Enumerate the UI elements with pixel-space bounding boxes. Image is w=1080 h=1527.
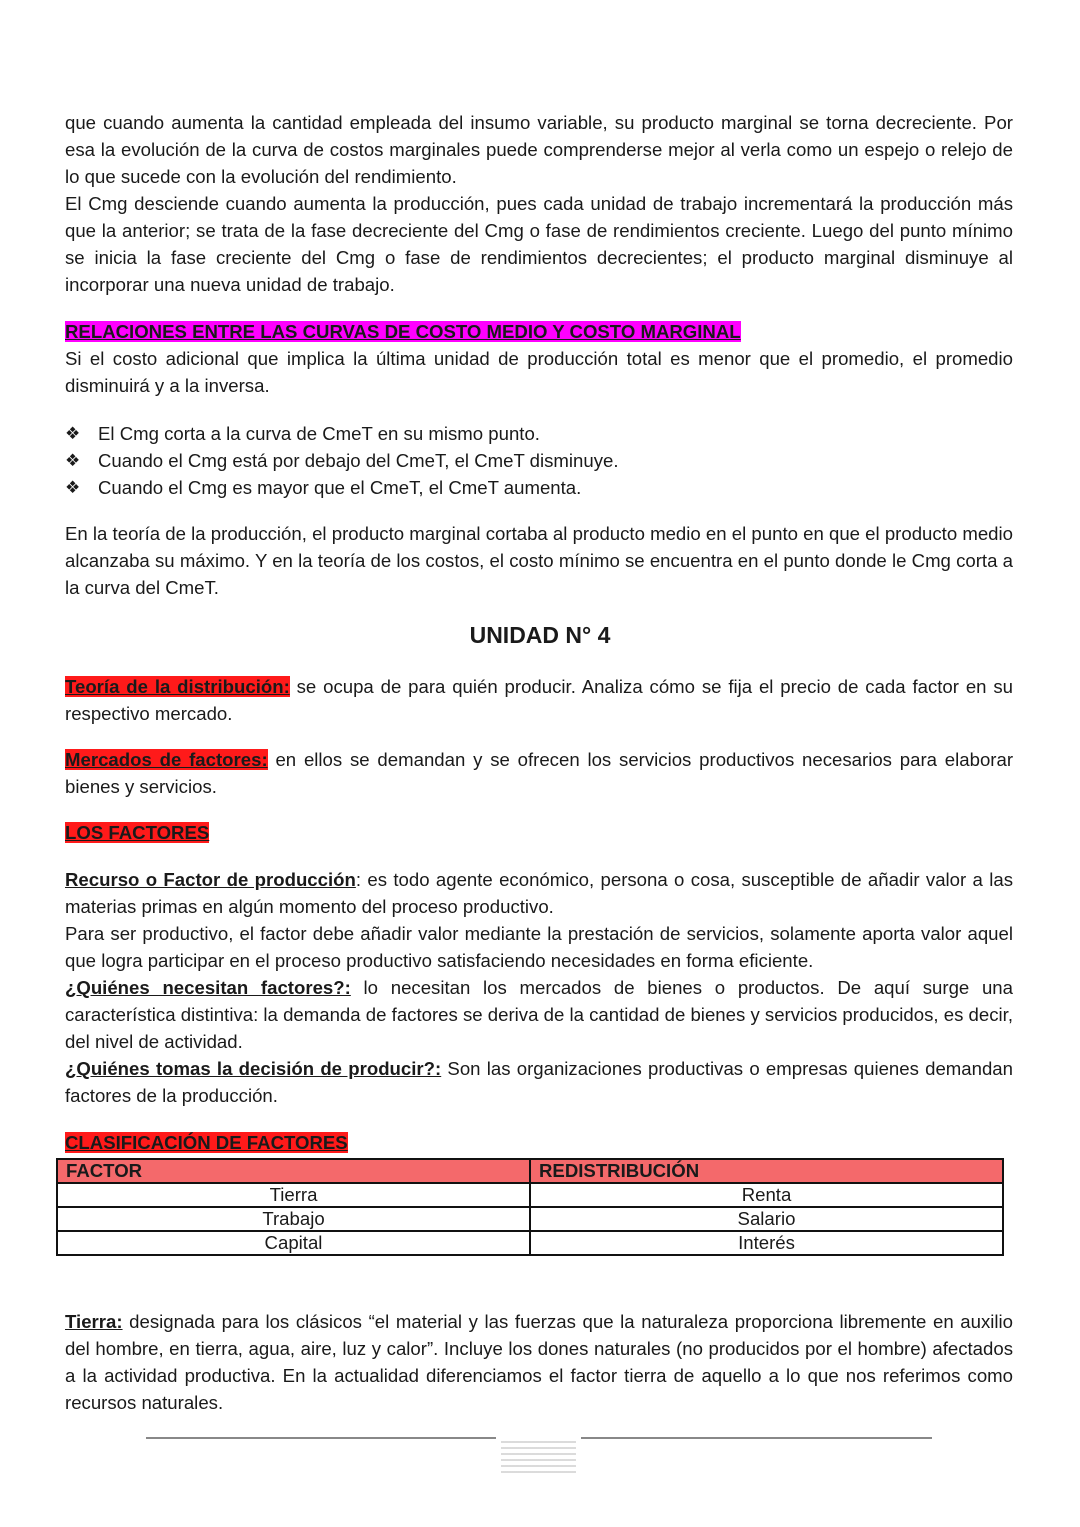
bullet-item xyxy=(65,420,1013,447)
recurso-text: : es todo agente económico, persona o cosa, susceptible de añadir valor a las materias primas en algún momento del proceso productivo. xyxy=(65,869,1013,917)
tierra-paragraph xyxy=(65,1308,1013,1416)
factor-cell: Tierra xyxy=(57,1183,530,1207)
quienes-toman-text: Son las organizaciones productivas o empresas quienes demandan factores de la producción. xyxy=(65,1058,1013,1106)
relaciones-closing: En la teoría de la producción, el producto marginal cortaba al producto medio en el punto en que el producto medio alcanzaba su máximo. Y en la teoría de los costos, el costo mínimo se encuentra en el punto donde le Cmg corta a la curva del CmeT. xyxy=(65,523,1013,598)
relaciones-bullets xyxy=(65,420,1013,501)
mercados-paragraph xyxy=(65,746,1013,800)
intro-paragraph: El Cmg desciende cuando aumenta la producción, pues cada unidad de trabajo incrementará la producción más que la anterior; se trata de la fase decreciente del Cmg o fase de rendimientos creciente. Luego del punto mínimo se inicia la fase creciente del Cmg o fase de rendimientos decrecientes; el producto marginal disminuye al incorporar una nueva unidad de trabajo. xyxy=(65,193,1013,295)
intro-section xyxy=(65,109,1013,298)
relaciones-section xyxy=(65,318,1013,399)
mercados-text: en ellos se demandan y se ofrecen los servicios productivos necesarios para elaborar bienes y servicios. xyxy=(65,749,1014,797)
factor-cell: Capital xyxy=(57,1231,530,1255)
table-header-row xyxy=(57,1159,1003,1183)
tierra-text: designada para los clásicos “el material y las fuerzas que la naturaleza proporciona libremente en auxilio del hombre, en tierra, agua, aire, luz y calor”. Incluye los dones naturales (no producidos por el hombre) afectados a la actividad productiva. En la actualidad diferenciamos el factor tierra de aquello a lo que nos referimos como recursos naturales. xyxy=(65,1311,1013,1413)
bullet-item xyxy=(65,447,1013,474)
relaciones-text: Si el costo adicional que implica la última unidad de producción total es menor que el promedio, el promedio disminuirá y a la inversa. xyxy=(65,348,1013,396)
factores-section xyxy=(65,866,1013,1109)
los-factores-heading-row xyxy=(65,819,1013,846)
header-redistribucion: REDISTRIBUCIÓN xyxy=(530,1159,1003,1183)
relaciones-heading: RELACIONES ENTRE LAS CURVAS DE COSTO MEDIO Y COSTO MARGINAL xyxy=(65,321,741,342)
recurso-label: Recurso o Factor de producción xyxy=(65,869,356,890)
clasificacion-heading-row xyxy=(65,1129,1013,1156)
footer-logo xyxy=(501,1437,576,1475)
bullet-text: El Cmg corta a la curva de CmeT en su mismo punto. xyxy=(98,423,540,444)
table-row xyxy=(57,1231,1003,1255)
bullet-text: Cuando el Cmg es mayor que el CmeT, el CmeT aumenta. xyxy=(98,477,582,498)
clasificacion-table xyxy=(56,1158,1004,1256)
mercados-label: Mercados de factores: xyxy=(65,749,268,770)
teoria-label: Teoría de la distribución: xyxy=(65,676,290,697)
quienes-necesitan-text: lo necesitan los mercados de bienes o productos. De aquí surge una característica distintiva: la demanda de factores se deriva de la cantidad de bienes y servicios producidos, es decir, del nivel de actividad. xyxy=(65,977,1013,1052)
table-row xyxy=(57,1207,1003,1231)
unidad-title: UNIDAD N° 4 xyxy=(469,622,611,648)
los-factores-heading: LOS FACTORES xyxy=(65,822,210,843)
bullet-text: Cuando el Cmg está por debajo del CmeT, el CmeT disminuye. xyxy=(98,450,619,471)
productivo-text: Para ser productivo, el factor debe añadir valor mediante la prestación de servicios, solamente aporta valor aquel que logra participar en el proceso productivo satisfaciendo necesidades en forma eficiente. xyxy=(65,923,1013,971)
redistribucion-cell: Salario xyxy=(530,1207,1003,1231)
tierra-label: Tierra: xyxy=(65,1311,123,1332)
redistribucion-cell: Interés xyxy=(530,1231,1003,1255)
teoria-text: se ocupa de para quién producir. Analiza cómo se fija el precio de cada factor en su respectivo mercado. xyxy=(65,676,1013,724)
diamond-bullet-icon: ❖ xyxy=(65,478,81,497)
header-factor: FACTOR xyxy=(57,1159,530,1183)
table-row xyxy=(57,1183,1003,1207)
bullet-item xyxy=(65,474,1013,501)
footer-divider-left xyxy=(146,1437,496,1439)
footer-divider-right xyxy=(581,1437,932,1439)
factor-cell: Trabajo xyxy=(57,1207,530,1231)
intro-paragraph: que cuando aumenta la cantidad empleada del insumo variable, su producto marginal se torna decreciente. Por esa la evolución de la curva de costos marginales puede comprenderse mejor al verla como un espejo o relejo de lo que sucede con la evolución del rendimiento. xyxy=(65,112,1013,187)
quienes-necesitan-label: ¿Quiénes necesitan factores?: xyxy=(65,977,351,998)
page-footer xyxy=(146,1437,932,1439)
diamond-bullet-icon: ❖ xyxy=(65,451,81,470)
diamond-bullet-icon: ❖ xyxy=(65,424,81,443)
quienes-toman-label: ¿Quiénes tomas la decisión de producir?: xyxy=(65,1058,442,1079)
redistribucion-cell: Renta xyxy=(530,1183,1003,1207)
teoria-paragraph xyxy=(65,673,1013,727)
clasificacion-heading: CLASIFICACIÓN DE FACTORES xyxy=(65,1132,348,1153)
